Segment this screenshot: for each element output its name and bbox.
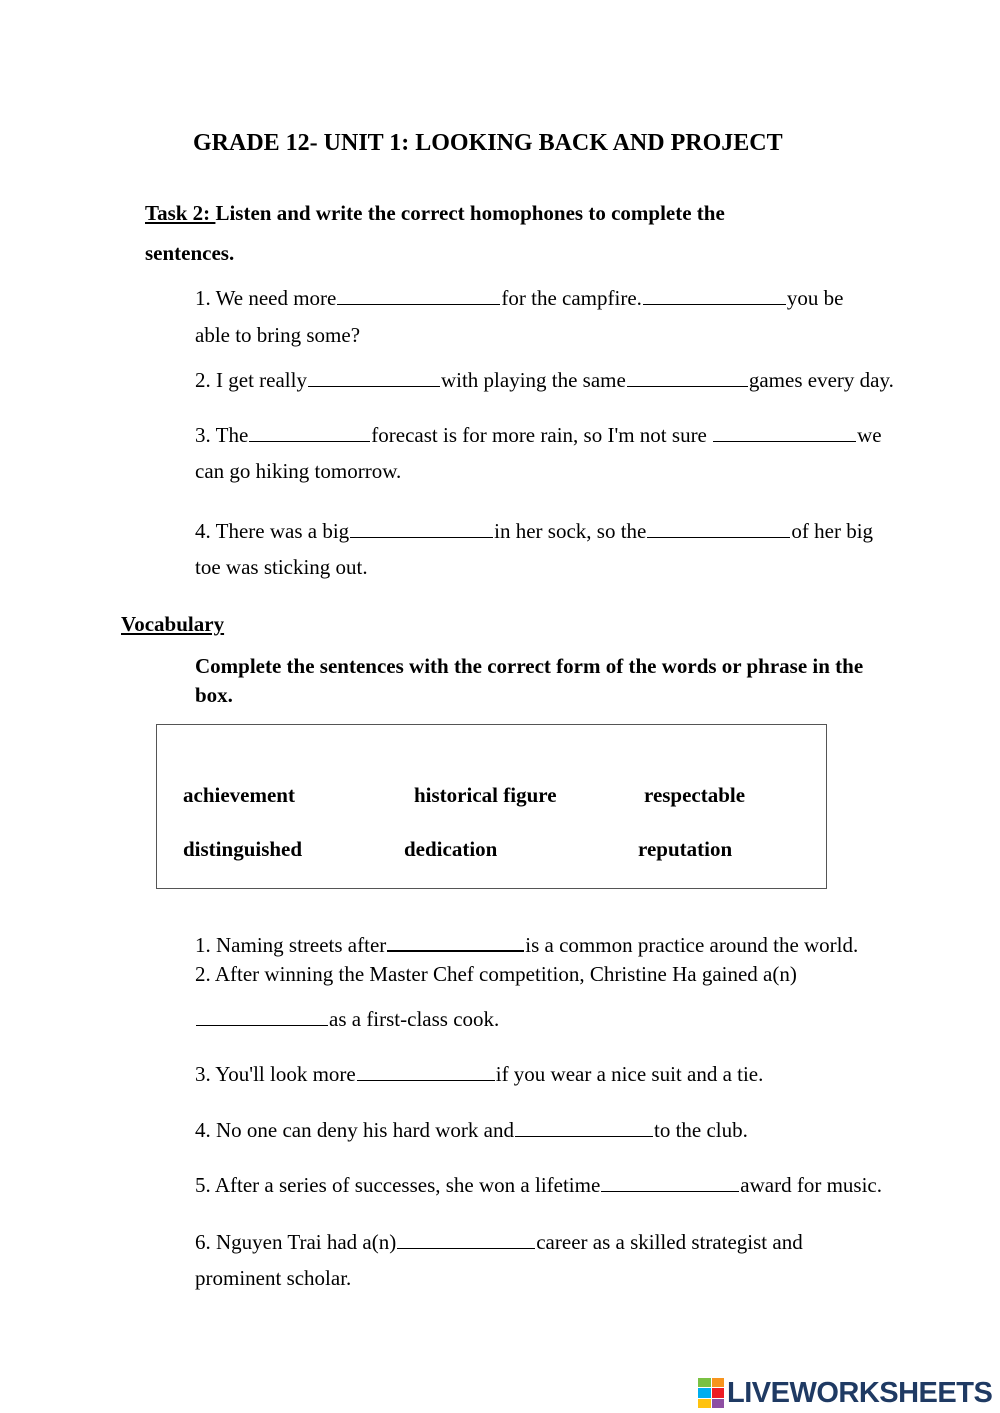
q2-text-c: games every day.	[748, 367, 894, 392]
vocabulary-heading: Vocabulary	[121, 612, 225, 636]
task2-question-3	[195, 421, 882, 446]
vocab-sentence-6	[195, 1228, 803, 1253]
liveworksheets-logo-icon	[698, 1378, 724, 1408]
s5-text-b: award for music.	[740, 1172, 882, 1197]
s5-text-a: 5. After a series of successes, she won a lifetime	[195, 1172, 601, 1197]
word-box	[156, 724, 827, 889]
s4-blank[interactable]	[515, 1116, 653, 1137]
q2-text-a: 2. I get really	[195, 367, 307, 392]
task2-instruction-text: Listen and write the correct homophones to complete the	[215, 201, 725, 225]
vocab-sentence-2-cont	[195, 1005, 499, 1030]
s6-blank[interactable]	[397, 1228, 535, 1249]
s3-text-b: if you wear a nice suit and a tie.	[495, 1061, 764, 1086]
q1-text-c: you be	[786, 285, 844, 310]
q2-text-b: with playing the same	[440, 367, 626, 392]
task2-label: Task 2:	[145, 201, 216, 225]
s6-text-a: 6. Nguyen Trai had a(n)	[195, 1229, 397, 1254]
q1-text-b: for the campfire.	[501, 285, 642, 310]
q2-blank-1[interactable]	[308, 366, 440, 387]
q1-text-a: 1. We need more	[195, 285, 337, 310]
word-respectable: respectable	[644, 783, 746, 807]
task2-question-1	[195, 284, 843, 309]
s2-text-b: as a first-class cook.	[329, 1006, 500, 1031]
s3-text-a: 3. You'll look more	[195, 1061, 356, 1086]
task2-question-1-cont: able to bring some?	[195, 323, 361, 347]
task2-question-4-cont: toe was sticking out.	[195, 555, 368, 579]
q1-blank-1[interactable]	[337, 284, 500, 305]
word-achievement: achievement	[183, 783, 295, 807]
task2-instruction	[145, 203, 725, 224]
word-reputation: reputation	[638, 837, 733, 861]
q4-blank-2[interactable]	[647, 517, 790, 538]
q3-text-c: we	[857, 422, 882, 447]
word-distinguished: distinguished	[183, 837, 303, 861]
q4-blank-1[interactable]	[350, 517, 493, 538]
vocab-sentence-2: 2. After winning the Master Chef competition, Christine Ha gained a(n)	[195, 962, 797, 986]
q3-text-b: forecast is for more rain, so I'm not sure	[371, 422, 713, 447]
vocab-sentence-4	[195, 1116, 748, 1141]
s1-text-a: 1. Naming streets after	[195, 932, 387, 957]
s2-blank[interactable]	[196, 1005, 328, 1026]
s6-text-b: career as a skilled strategist and	[536, 1229, 803, 1254]
word-historical-figure: historical figure	[414, 783, 557, 807]
s4-text-b: to the club.	[654, 1117, 748, 1142]
q4-text-b: in her sock, so the	[494, 518, 647, 543]
q2-blank-2[interactable]	[627, 366, 748, 387]
s4-text-a: 4. No one can deny his hard work and	[195, 1117, 514, 1142]
vocab-sentence-6-cont: prominent scholar.	[195, 1266, 352, 1290]
vocabulary-instruction: Complete the sentences with the correct form of the words or phrase in the	[195, 654, 864, 678]
task2-question-3-cont: can go hiking tomorrow.	[195, 459, 402, 483]
s1-text-b: is a common practice around the world.	[525, 932, 859, 957]
q1-blank-2[interactable]	[643, 284, 786, 305]
page-title: GRADE 12- UNIT 1: LOOKING BACK AND PROJECT	[193, 130, 783, 156]
task2-question-4	[195, 517, 873, 542]
q3-blank-2[interactable]	[713, 421, 856, 442]
vocab-sentence-5	[195, 1171, 882, 1196]
s5-blank[interactable]	[601, 1171, 739, 1192]
liveworksheets-logo	[698, 1376, 992, 1410]
q3-text-a: 3. The	[195, 422, 249, 447]
s1-blank[interactable]	[387, 930, 524, 952]
task2-question-2	[195, 366, 894, 391]
s3-blank[interactable]	[357, 1060, 495, 1081]
q4-text-a: 4. There was a big	[195, 518, 350, 543]
vocab-sentence-3	[195, 1060, 763, 1085]
q3-blank-1[interactable]	[249, 421, 370, 442]
word-dedication: dedication	[404, 837, 498, 861]
q4-text-c: of her big	[791, 518, 874, 543]
liveworksheets-logo-text: LIVEWORKSHEETS	[727, 1376, 993, 1409]
vocab-sentence-1	[195, 930, 858, 956]
task2-instruction-cont: sentences.	[145, 241, 235, 265]
vocabulary-instruction-cont: box.	[195, 683, 233, 707]
